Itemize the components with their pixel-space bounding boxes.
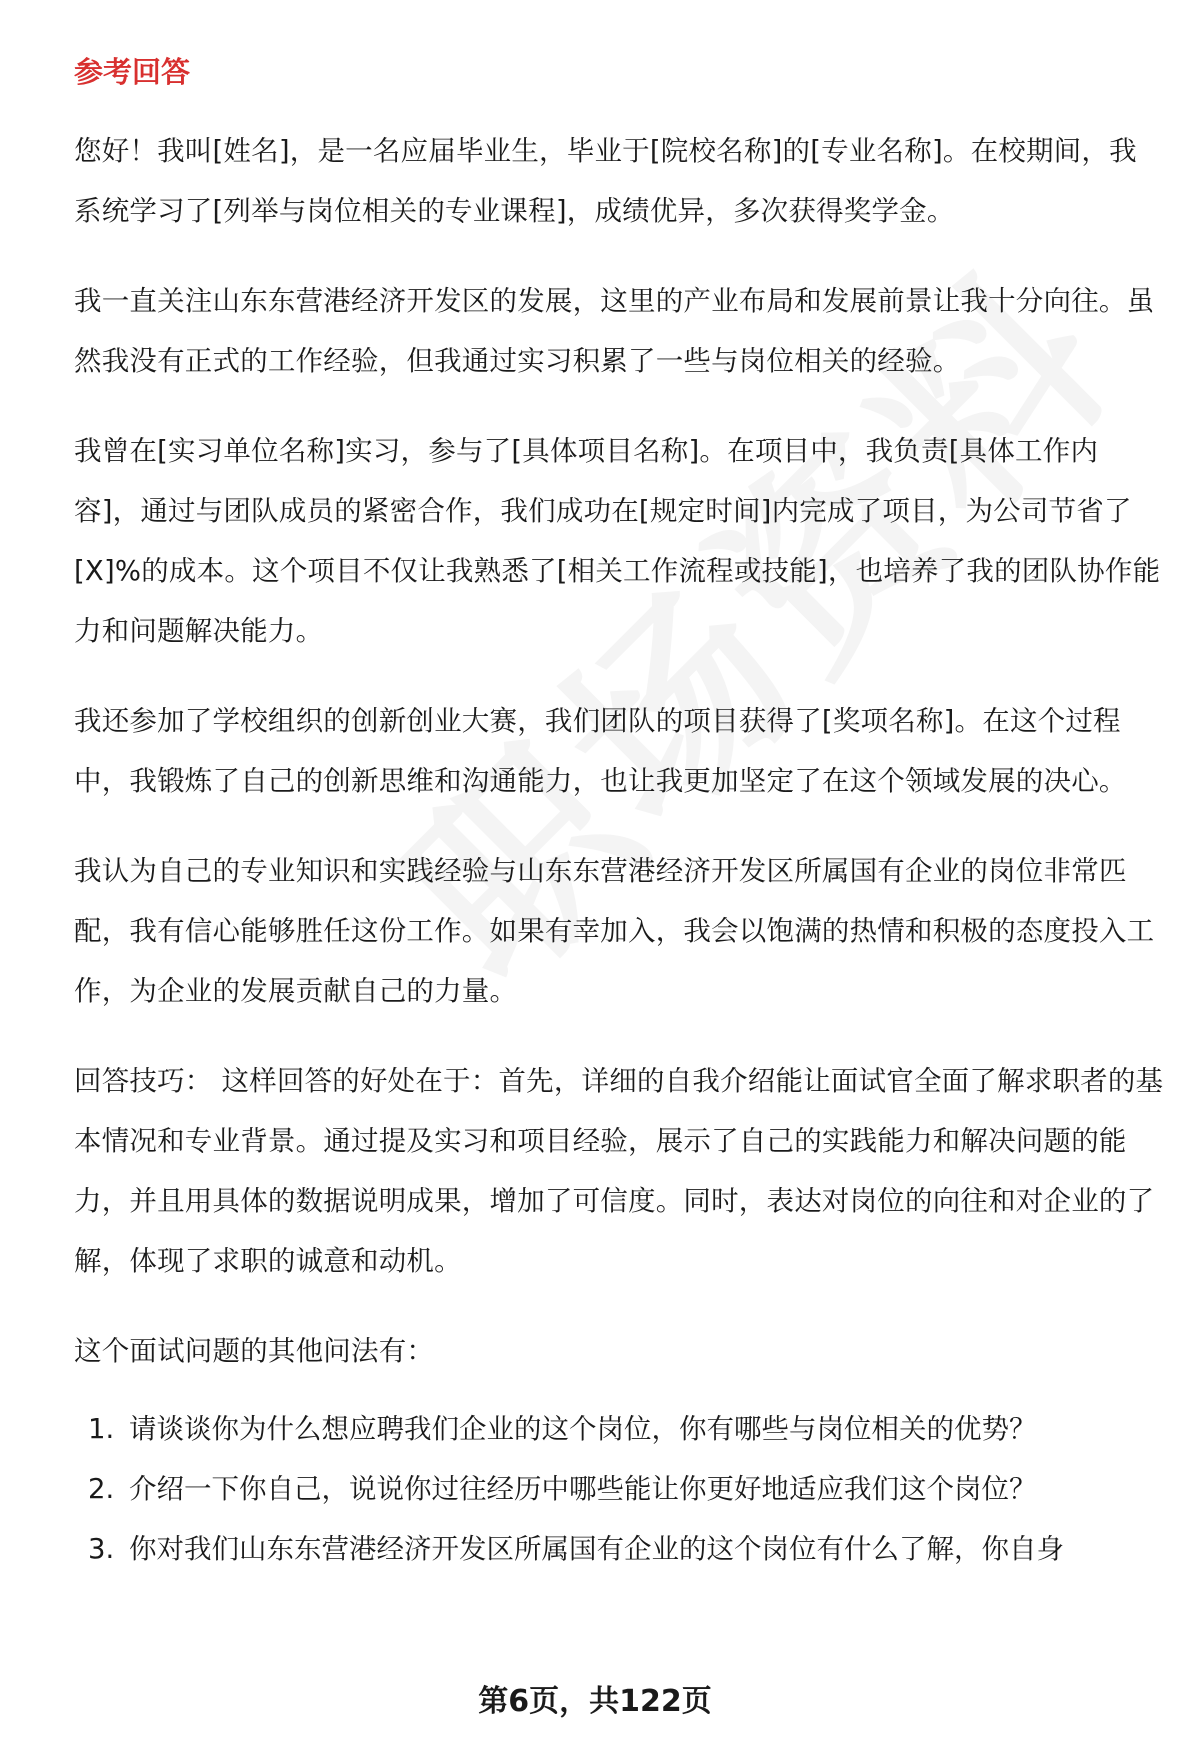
list-item-text: 你对我们山东东营港经济开发区所属国有企业的这个岗位有什么了解，你自身 (129, 1533, 1064, 1565)
list-item-number: 3. (88, 1533, 115, 1565)
paragraph-tips: 回答技巧： 这样回答的好处在于：首先，详细的自我介绍能让面试官全面了解求职者的基本情况和专业背景。通过提及实习和项目经验，展示了自己的实践能力和解决问题的能力，并且用具体的数据说明成果，增加了可信度。同时，表达对岗位的向往和对企业的了解，体现了求职的诚意和动机。 (74, 1065, 1164, 1277)
paragraph-match: 我认为自己的专业知识和实践经验与山东东营港经济开发区所属国有企业的岗位非常匹配，我有信心能够胜任这份工作。如果有幸加入，我会以饱满的热情和积极的态度投入工作，为企业的发展贡献自己的力量。 (74, 855, 1155, 1007)
list-item-number: 1. (88, 1413, 115, 1445)
answer-body (74, 121, 1164, 1579)
list-item (74, 1519, 1164, 1579)
alternative-questions-list (74, 1399, 1164, 1579)
list-item (74, 1459, 1164, 1519)
list-item (74, 1399, 1164, 1459)
list-item-number: 2. (88, 1473, 115, 1505)
paragraph-interest: 我一直关注山东东营港经济开发区的发展，这里的产业布局和发展前景让我十分向往。虽然我没有正式的工作经验，但我通过实习积累了一些与岗位相关的经验。 (74, 285, 1155, 377)
page-number: 第6页，共122页 (478, 1684, 712, 1719)
list-item-text: 介绍一下你自己，说说你过往经历中哪些能让你更好地适应我们这个岗位？ (129, 1473, 1037, 1505)
paragraph-competition: 我还参加了学校组织的创新创业大赛，我们团队的项目获得了[奖项名称]。在这个过程中，我锻炼了自己的创新思维和沟通能力，也让我更加坚定了在这个领域发展的决心。 (74, 705, 1127, 797)
section-heading: 参考回答 (74, 55, 191, 89)
paragraph-internship: 我曾在[实习单位名称]实习，参与了[具体项目名称]。在项目中，我负责[具体工作内容]，通过与团队成员的紧密合作，我们成功在[规定时间]内完成了项目，为公司节省了[X]%的成本。这个项目不仅让我熟悉了[相关工作流程或技能]，也培养了我的团队协作能力和问题解决能力。 (74, 435, 1161, 647)
list-item-text: 请谈谈你为什么想应聘我们企业的这个岗位，你有哪些与岗位相关的优势？ (129, 1413, 1037, 1445)
paragraph-intro: 您好！我叫[姓名]，是一名应届毕业生，毕业于[院校名称]的[专业名称]。在校期间，我系统学习了[列举与岗位相关的专业课程]，成绩优异，多次获得奖学金。 (74, 135, 1137, 227)
paragraph-alternatives-intro: 这个面试问题的其他问法有： (74, 1335, 435, 1367)
